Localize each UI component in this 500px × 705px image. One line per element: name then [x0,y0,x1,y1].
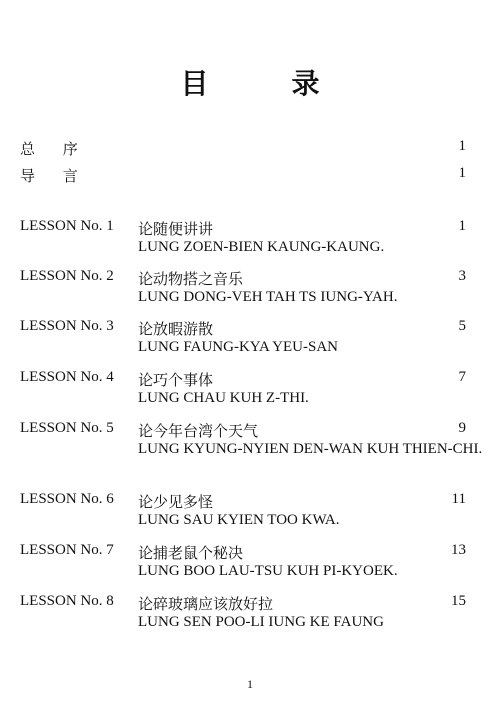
lesson-number: LESSON No. 6 [20,491,114,507]
lesson-title-romanized: LUNG FAUNG-KYA YEU-SAN [138,339,338,355]
lesson-title-chinese: 论随便讲讲 [138,222,214,238]
entry-page: 3 [458,268,466,284]
lesson-number: LESSON No. 7 [20,542,114,558]
lesson-title-chinese: 论巧个事体 [138,373,214,389]
page-folio: 1 [247,677,253,691]
lesson-number: LESSON No. 4 [20,369,114,385]
lesson-title-chinese: 论碎玻璃应该放好拉 [138,597,274,613]
lesson-title-romanized: LUNG SEN POO-LI IUNG KE FAUNG [138,614,384,630]
page-title: 目 录 [180,69,358,100]
lesson-title-chinese: 论今年台湾个天气 [138,424,259,440]
entry-page: 13 [451,542,466,558]
entry-page: 15 [451,593,466,609]
lesson-number: LESSON No. 3 [20,318,114,334]
lesson-title-chinese: 论捕老鼠个秘决 [138,546,244,562]
entry-page: 11 [451,491,466,507]
entry-page: 7 [458,369,466,385]
lesson-title-romanized: LUNG BOO LAU-TSU KUH PI-KYOEK. [138,563,398,579]
lesson-title-romanized: LUNG ZOEN-BIEN KAUNG-KAUNG. [138,239,385,255]
lesson-title-romanized: LUNG SAU KYIEN TOO KWA. [138,512,340,528]
lesson-title-romanized: LUNG KYUNG-NYIEN DEN-WAN KUH THIEN-CHI. [138,441,483,457]
lesson-title-romanized: LUNG DONG-VEH TAH TS IUNG-YAH. [138,289,398,305]
lesson-number: LESSON No. 8 [20,593,114,609]
entry-label: 总 序 [20,142,90,158]
lesson-number: LESSON No. 1 [20,218,114,234]
lesson-number: LESSON No. 5 [20,420,114,436]
lesson-title-chinese: 论放暇游散 [138,322,214,338]
entry-page: 1 [458,218,466,234]
entry-label: 导 言 [20,169,90,185]
lesson-title-chinese: 论少见多怪 [138,495,214,511]
lesson-title-romanized: LUNG CHAU KUH Z-THI. [138,390,309,406]
lesson-title-chinese: 论动物搭之音乐 [138,272,244,288]
entry-page: 1 [458,138,466,154]
entry-page: 9 [458,420,466,436]
entry-page: 1 [458,165,466,181]
lesson-number: LESSON No. 2 [20,268,114,284]
entry-page: 5 [458,318,466,334]
